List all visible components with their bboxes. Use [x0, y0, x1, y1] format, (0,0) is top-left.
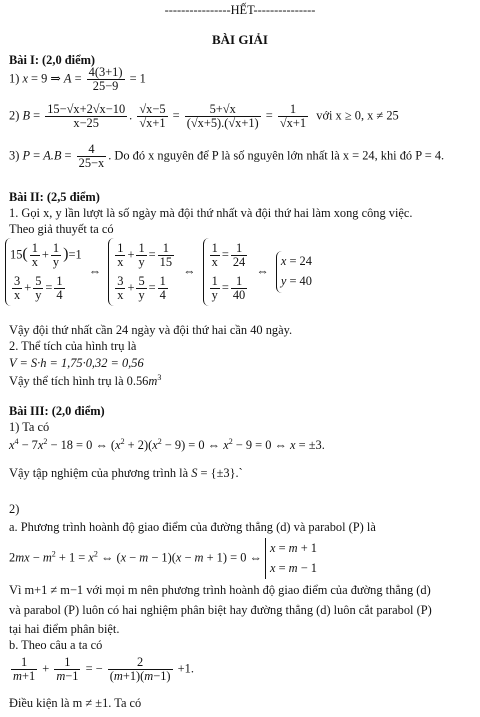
bai1-p3-label: 3) — [9, 148, 20, 163]
bai2-heading: Bài II: (2,5 điểm) — [9, 190, 100, 204]
end-mark: ----------------HẾT--------------- — [164, 3, 316, 17]
bai2-volume-text: Vậy thể tích hình trụ là 0.56 — [9, 374, 149, 388]
bai1-eq3: 3) P = A.B = $\frac{4}{25-x}$ . Do đó x nguyên để P là số nguyên lớn nhất là x = 24, khi đó P = 4. — [9, 142, 445, 171]
system-4: x = 24 y = 40 — [276, 251, 312, 292]
bai3-a-intro: a. Phương trình hoành độ giao điểm của đường thẳng (d) và parabol (P) là — [9, 520, 376, 534]
bai2-formula: V = S·h = 1,75·0,32 = 0,56 — [9, 356, 144, 370]
bai1-p2-label: 2) — [9, 108, 20, 123]
bai3-a-eq: $2mx - m^2 + 1 = x^2$ ⇔ (x − m − 1)(x − m + 1) = 0 ⇔ x = m + 1 x = m − 1 — [9, 538, 317, 579]
bai3-a-reason1: Vì m+1 ≠ m−1 với mọi m nên phương trình hoành độ giao điểm của đường thẳng (d) — [9, 583, 431, 597]
bai3-a-reason2: và parabol (P) luôn có hai nghiệm phân biệt hay đường thẳng (d) luôn cắt parabol (P) — [9, 603, 432, 617]
bai3-b-eq: $\frac{1}{m+1}$ + $\frac{1}{m-1}$ = − $\frac{2}{(m+1)(m-1)}$ +1. — [13, 655, 194, 684]
bai3-b-intro: b. Theo câu a ta có — [9, 638, 103, 652]
bai1-condition: với x ≥ 0, x ≠ 25 — [316, 108, 399, 123]
bai1-eq1: 1) x = 9 ⇒ A = $\frac{4(3+1)}{25-9}$ = 1 — [9, 65, 146, 94]
bai3-eq1: $x^4 - 7x^2 - 18 = 0$ ⇔ $(x^2 + 2)(x^2 - 9) = 0$ ⇔ $x^2 - 9 = 0$ ⇔ x = ±3. — [9, 436, 325, 452]
bai3-solution-text: Vậy tập nghiệm của phương trình là — [9, 466, 189, 480]
bai2-volume: Vậy thể tích hình trụ là $0.56m^3$ — [9, 372, 162, 388]
bai3-roots: x = m + 1 x = m − 1 — [265, 538, 317, 579]
bai1-eq2: 2) B = $\frac{15-√x+2√x-10}{x-25}$ . $\frac{√x-5}{√x+1}$ = $\frac{5+√x}{(√x+5).(√x+1)}$ = $\frac{1}{√x+1}$ với x ≥ 0, x ≠ 25 — [9, 102, 399, 131]
bai2-assume: Theo giả thuyết ta có — [9, 222, 114, 236]
bai2-system: 15( $\frac{1}{x}$ + $\frac{1}{y}$ )=1 $\frac{3}{x}$ + $\frac{5}{y}$ = $\frac{1}{4}$ ⇔ $\frac{1}{x}$ + $\frac{1}{y}$ = $\frac{1}{15}$ $\frac{3}{x}$ + $\frac{5}{y}$ = $\frac{1}{4}$ ⇔ $\frac{1}{x}$ = $\frac{1}{24}$ $\frac{1}{y}$ = $\frac{1}{40}$ ⇔ x = 24 y = 40 — [5, 238, 312, 306]
system-1: 15( $\frac{1}{x}$ + $\frac{1}{y}$ )=1 $\frac{3}{x}$ + $\frac{5}{y}$ = $\frac{1}{4}$ — [5, 238, 82, 306]
bai1-p3-text: . Do đó x nguyên để P là số nguyên lớn nhất là x = 24, khi đó P = 4. — [108, 148, 445, 163]
bai3-a-reason3: tại hai điểm phân biệt. — [9, 622, 120, 636]
bai3-p2: 2) — [9, 502, 20, 516]
bai2-q2: 2. Thể tích của hình trụ là — [9, 339, 137, 353]
bai3-solution: Vậy tập nghiệm của phương trình là S = {±3}.` — [9, 466, 243, 480]
bai3-p1: 1) Ta có — [9, 420, 50, 434]
bai2-q1: 1. Gọi x, y lần lượt là số ngày mà đội thứ nhất và đội thứ hai làm xong công việc. — [9, 206, 413, 220]
bai1-p1-label: 1) — [9, 71, 20, 86]
bai2-conclusion: Vậy đội thứ nhất cần 24 ngày và đội thứ hai cần 40 ngày. — [9, 323, 293, 337]
bai3-heading: Bài III: (2,0 điểm) — [9, 404, 105, 418]
system-2: $\frac{1}{x}$ + $\frac{1}{y}$ = $\frac{1}{15}$ $\frac{3}{x}$ + $\frac{5}{y}$ = $\frac{1}{4}$ — [108, 238, 176, 306]
system-3: $\frac{1}{x}$ = $\frac{1}{24}$ $\frac{1}{y}$ = $\frac{1}{40}$ — [203, 238, 250, 306]
bai3-condition: Điều kiện là m ≠ ±1. Ta có — [9, 696, 142, 710]
bai1-heading: Bài I: (2,0 điểm) — [9, 53, 96, 67]
page-title: BÀI GIẢI — [212, 32, 268, 47]
